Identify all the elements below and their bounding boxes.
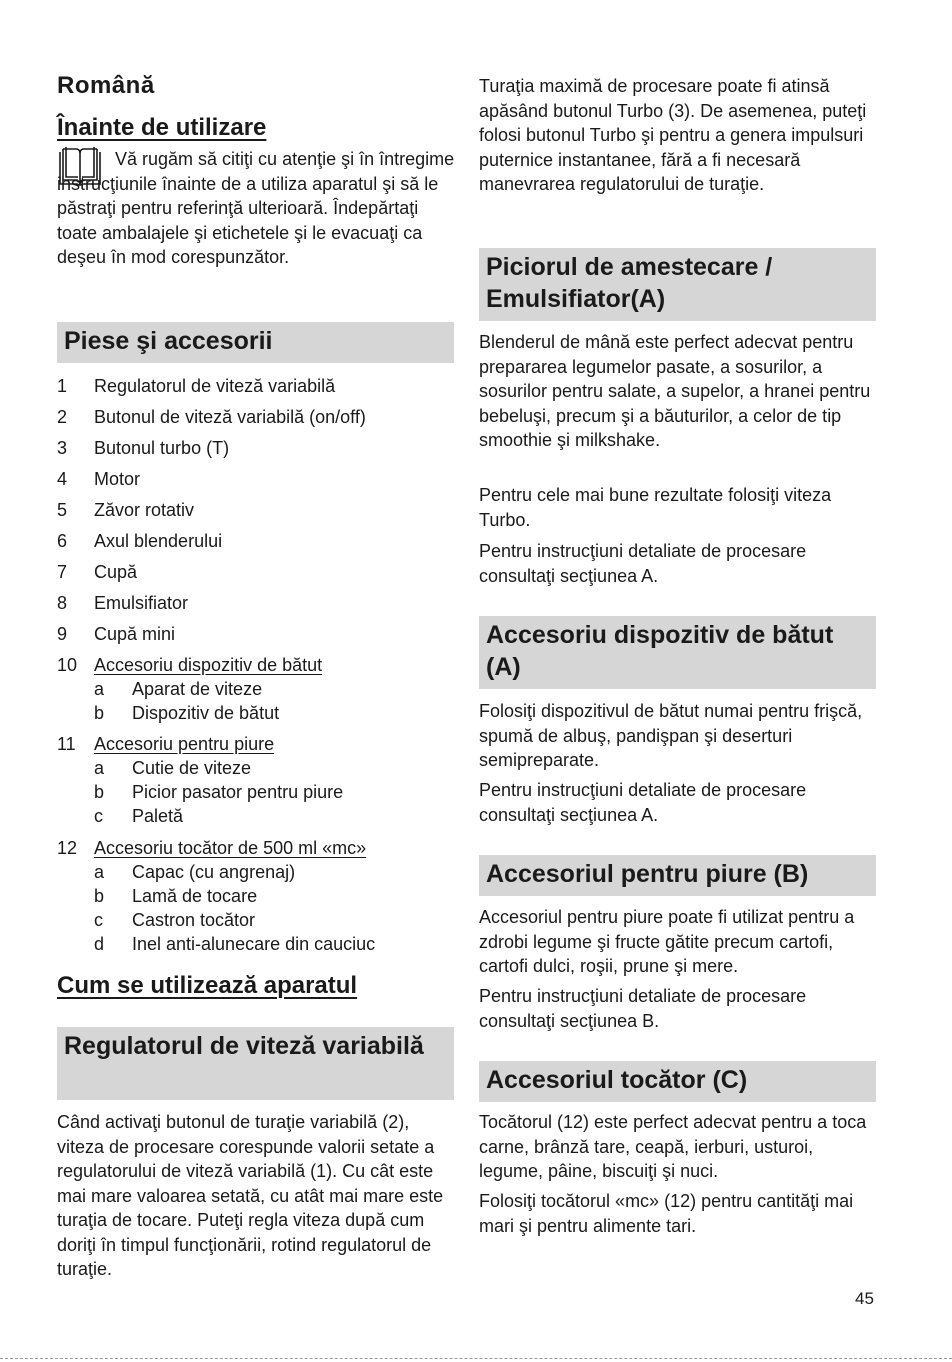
page-bottom-divider <box>0 1358 952 1359</box>
speed-paragraph: Când activaţi butonul de turaţie variabilă (2), viteza de procesare corespunde valorii setate a regulatorului de viteză variabilă (1). Cu cât este mai mare valoarea setată, cu atât mai mare este turaţia de tocare. Puteţi regla viteza după cum doriţi în timpul funcţionării, rotind regulatorul de turaţie. <box>57 1112 444 1279</box>
blender-paragraph-2: Pentru cele mai bune rezultate folosiţi viteza Turbo. <box>479 485 832 530</box>
speed-section-header: Regulatorul de viteză variabilă <box>57 1027 454 1100</box>
chopper-paragraph-1: Tocătorul (12) este perfect adecvat pentru a toca carne, brânză tare, ceapă, ierburi, usturoi, legume, pâine, biscuiţi şi nuci. <box>479 1112 867 1181</box>
blender-section-header: Piciorul de amestecare / Emulsifiator(A) <box>479 248 876 321</box>
whisk-section-header: Accesoriu dispozitiv de bătut (A) <box>479 616 876 689</box>
whisk-paragraph-2: Pentru instrucţiuni detaliate de procesare consultaţi secţiunea A. <box>479 780 807 825</box>
masher-paragraph-2: Pentru instrucţiuni detaliate de procesare consultaţi secţiunea B. <box>479 986 807 1031</box>
heading-how-to-use: Cum se utilizează aparatul <box>57 972 358 999</box>
intro-paragraph: Vă rugăm să citiţi cu atenţie şi în întregime instrucţiunile înainte de a utiliza aparatul şi să le păstraţi pentru referinţă ulterioară. Îndepărtaţi toate ambalajele şi etichetele şi le evacuaţi ca deşeu în mod corespunzător. <box>57 149 455 267</box>
parts-section-header: Piese şi accesorii <box>57 322 454 363</box>
page-number: 45 <box>855 1289 874 1308</box>
turbo-paragraph: Turaţia maximă de procesare poate fi atinsă apăsând butonul Turbo (3). De asemenea, puteţi folosi butonul Turbo şi pentru a genera impulsuri puternice instantanee, fără a fi necesară manevrarea regulatorului de turaţie. <box>479 76 867 194</box>
masher-section-header: Accesoriul pentru piure (B) <box>479 855 876 896</box>
chopper-section-header: Accesoriul tocător (C) <box>479 1061 876 1102</box>
language-heading: Română <box>57 72 155 99</box>
heading-before-use: Înainte de utilizare <box>57 114 267 141</box>
whisk-paragraph-1: Folosiţi dispozitivul de bătut numai pentru frişcă, spumă de albuş, pandişpan şi deserturi semipreparate. <box>479 701 863 770</box>
blender-paragraph-1: Blenderul de mână este perfect adecvat pentru prepararea legumelor pasate, a sosurilor, a sosurilor pentru salate, a supelor, a hranei pentru bebeluşi, precum şi a băuturilor, a celor de tip smoothie şi milkshake. <box>479 332 871 450</box>
masher-paragraph-1: Accesoriul pentru piure poate fi utilizat pentru a zdrobi legume şi fructe gătite precum cartofi, cartofi dulci, roşii, prune şi mere. <box>479 907 855 976</box>
chopper-paragraph-2: Folosiţi tocătorul «mc» (12) pentru cantităţi mai mari şi pentru alimente tari. <box>479 1191 854 1236</box>
blender-paragraph-3: Pentru instrucţiuni detaliate de procesare consultaţi secţiunea A. <box>479 541 807 586</box>
